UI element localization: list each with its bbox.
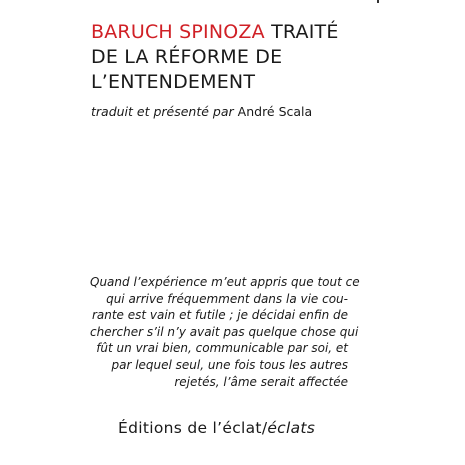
credit-role: traduit et présenté par xyxy=(91,104,234,119)
quote-line: Quand l’expérience m’eut appris que tout ce xyxy=(90,275,360,289)
translator-credit xyxy=(91,104,312,120)
title-line-1: TRAITÉ xyxy=(271,21,339,43)
publisher-separator: / xyxy=(261,419,268,437)
title-block xyxy=(91,20,351,95)
collection-name: éclats xyxy=(267,419,316,437)
author-name: BARUCH SPINOZA xyxy=(91,21,265,43)
quote-line: par lequel seul, une fois tous les autres xyxy=(111,357,348,372)
quote-line: qui arrive fréquemment dans la vie cou- xyxy=(106,291,348,306)
title-first-line xyxy=(91,20,351,45)
translator-name: André Scala xyxy=(237,104,313,119)
quote-line: chercher s’il n’y avait pas quelque chose qui xyxy=(90,324,359,339)
title-line-3: L’ENTENDEMENT xyxy=(91,71,256,93)
quote-line: fût un vrai bien, communicable par soi, et xyxy=(96,341,348,356)
epigraph-quote xyxy=(90,274,360,390)
quote-line: rejetés, l’âme serait affectée xyxy=(174,374,348,389)
title-line-2: DE LA RÉFORME DE xyxy=(91,46,283,68)
publisher-name: Éditions de l’éclat xyxy=(118,419,262,437)
corner-mark xyxy=(377,0,379,3)
publisher-line xyxy=(118,418,315,438)
quote-line: rante est vain et futile ; je décidai enfin de xyxy=(91,308,348,323)
